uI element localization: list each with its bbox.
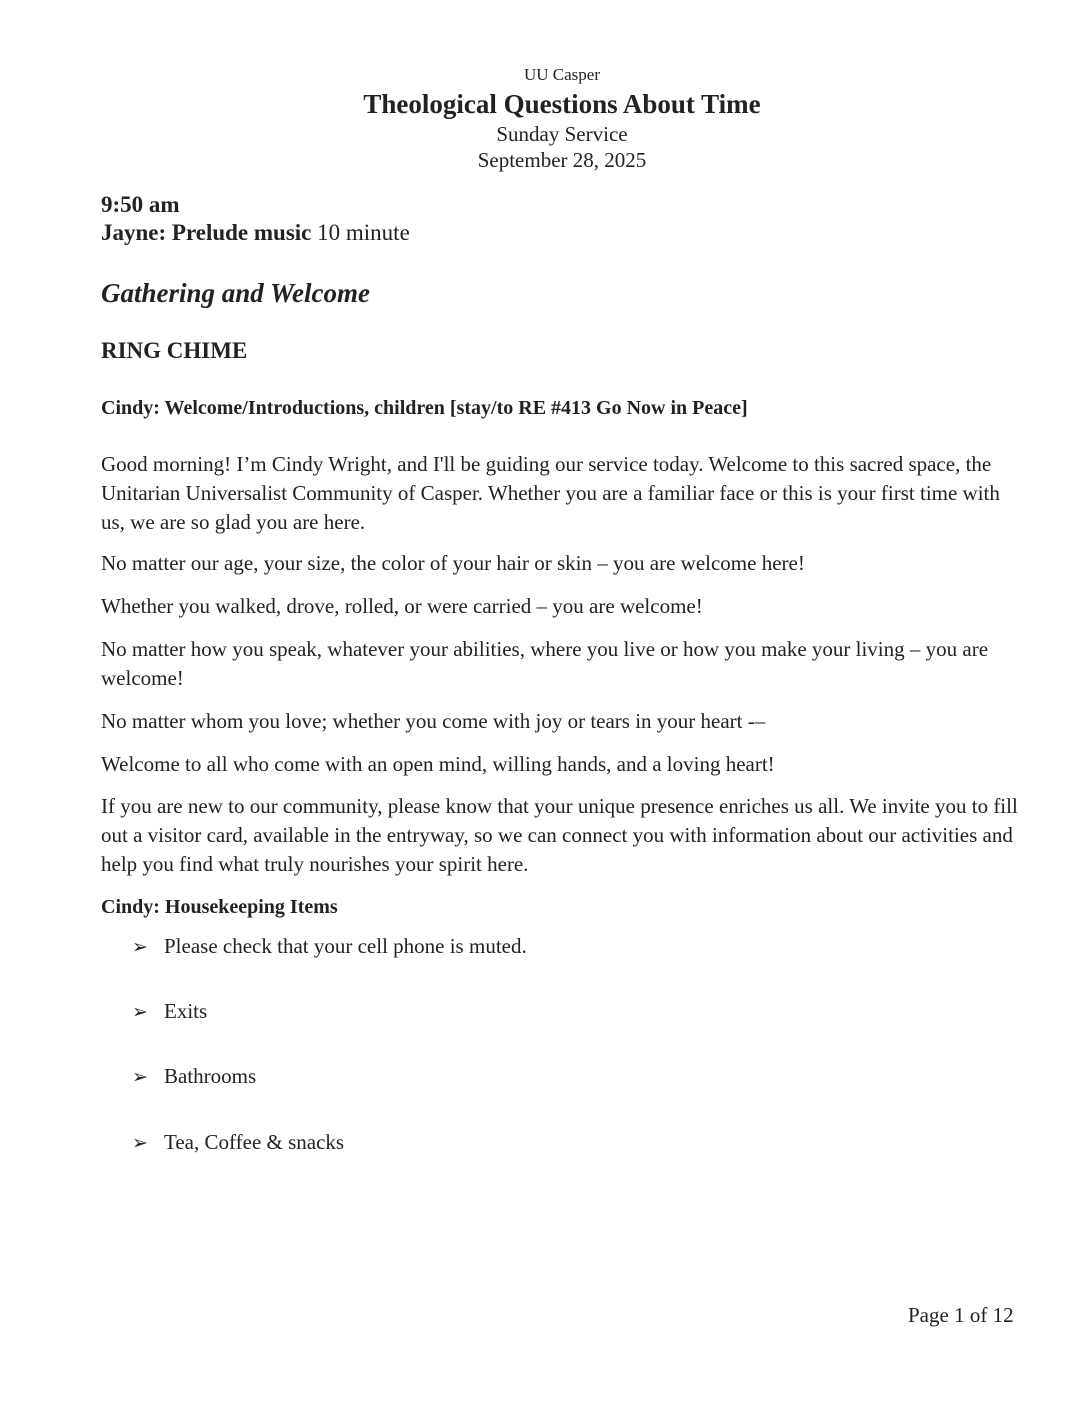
housekeeping-item [132,997,207,1026]
prelude-duration: 10 minute [311,220,410,245]
paragraph-love: No matter whom you love; whether you come with joy or tears in your heart -– [101,709,766,733]
paragraph-travel: Whether you walked, drove, rolled, or were carried – you are welcome! [101,594,703,618]
housekeeping-item [132,1128,344,1157]
document-title: Theological Questions About Time [363,89,761,119]
housekeeping-item [132,1062,256,1091]
arrow-bullet-icon: ➢ [132,1066,148,1088]
header-org: UU Casper [523,65,600,84]
section-heading-gathering: Gathering and Welcome [101,278,371,308]
housekeeping-item-text: Exits [164,999,208,1023]
page-number: Page 1 of 12 [908,1303,1014,1327]
housekeeping-item-text: Please check that your cell phone is muted. [164,934,527,958]
paragraph-open-mind: Welcome to all who come with an open mind, willing hands, and a loving heart! [101,752,775,776]
prelude-label: Jayne: Prelude music [101,220,312,245]
welcome-heading: Cindy: Welcome/Introductions, children [stay/to RE #413 Go Now in Peace] [101,397,748,419]
housekeeping-item-text: Bathrooms [164,1064,257,1088]
header-date: September 28, 2025 [477,148,647,172]
housekeeping-heading: Cindy: Housekeeping Items [101,896,338,918]
paragraph-newcomers: If you are new to our community, please know that your unique presence enriches us all. We invite you to fill out a visitor card, available in the entryway, so we can connect you with information about our activities and help you find what truly nourishes your spirit here. [101,794,1018,876]
paragraph-welcome: Good morning! I’m Cindy Wright, and I'll be guiding our service today. Welcome to this sacred space, the Unitarian Universalist Community of Casper. Whether you are a familiar face or this is your first time with us, we are so glad you are here. [101,452,1000,534]
prelude-line [101,219,410,247]
arrow-bullet-icon: ➢ [132,936,148,958]
paragraph-age: No matter our age, your size, the color of your hair or skin – you are welcome here! [101,551,805,575]
paragraph-abilities: No matter how you speak, whatever your abilities, where you live or how you make your living – you are welcome! [101,637,989,690]
housekeeping-item-text: Tea, Coffee & snacks [164,1130,345,1154]
arrow-bullet-icon: ➢ [132,1132,148,1154]
arrow-bullet-icon: ➢ [132,1001,148,1023]
schedule-time: 9:50 am [101,192,180,217]
ring-chime-heading: RING CHIME [101,338,248,363]
housekeeping-item [132,932,527,961]
header-service: Sunday Service [496,122,628,146]
